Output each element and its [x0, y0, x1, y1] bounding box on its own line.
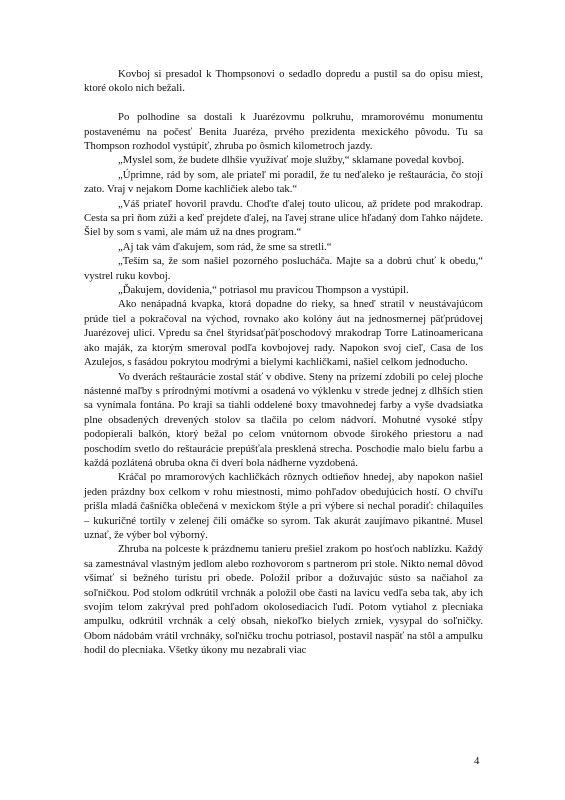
paragraph: „Aj tak vám ďakujem, som rád, že sme sa stretli.“ — [118, 240, 332, 253]
paragraph: „Ďakujem, dovidenia,“ potriasol mu pravicou Thompson a vystúpil. — [118, 284, 409, 297]
page-number: 4 — [474, 755, 480, 767]
paragraph: Kráčal po mramorových kachličkách rôznych odtieňov hnedej, aby napokon našiel jeden prázdny box celkom v rohu miestnosti, mimo pohľadov obedujúcich hostí. O chvíľu prišla mladá čašníčka oblečená v mexickom štýle a pri výbere si nechal poradiť: chilaquiles – kukuričné tortily v zelenej čili omáčke so syrom. Tak akurát zaujímavo pikantné. Musel uznať, že výber bol výborný. — [84, 471, 483, 541]
paragraph: Vo dverách reštaurácie zostal stáť v obdive. Steny na prízemí zdobili po celej ploche nástenné maľby s prírodnými motívmi a osadená vo výklenku v strede jednej z dlhších stien sa vynímala fontána. Po kraji sa tiahli oddelené boxy tmavohnedej farby a vyše dvadsiatka plne obsadených drevených stolov sa tlačila po celom nádvorí. Mohutné vysoké stĺpy podopierali balkón, ktorý bežal po celom vnútornom obvode širokého priestoru a nad poschodím svetlo do reštaurácie prepúšťala presklená strecha. Poschodie malo bielu farbu a každá pozlátená obruba okna či dverí bola nádherne vyzdobená. — [84, 370, 483, 469]
paragraph: „Úprimne, rád by som, ale priateľ mi poradil, že tu neďaleko je reštaurácia, čo stojí zato. Vraj v nejakom Dome kachličiek alebo tak.“ — [84, 168, 483, 196]
paragraph: Ako nenápadná kvapka, ktorá dopadne do rieky, sa hneď stratil v neustávajúcom prúde tiel a pokračoval na východ, rovnako ako kolóny áut na jednosmernej päťprúdovej Juarézovej ulici. Vpredu sa čnel štyridsaťpäťposchodový mrakodrap Torre Latinoamericana ako maják, za ktorým smeroval podľa kovbojovej rady. Napokon svoj cieľ, Casa de los Azulejos, s fasádou pokrytou modrými a bielymi kachličkami, našiel celkom jednoducho. — [84, 298, 483, 369]
paragraph: „Váš priateľ hovoril pravdu. Choďte ďalej touto ulicou, až prídete pod mrakodrap. Cesta sa pri ňom zúži a keď prejdete ďalej, na ľavej strane ulice hľadaný dom ľahko nájdete. Šiel by som s vami, ale mám už na dnes program.“ — [84, 197, 483, 239]
body-text — [84, 67, 483, 658]
paragraph: „Teším sa, že som našiel pozorného poslucháča. Majte sa a dobrú chuť k obedu,“ vystrel ruku kovboj. — [84, 255, 483, 282]
paragraph: Zhruba na polceste k prázdnemu tanieru prešiel zrakom po hosťoch nablízku. Každý sa zamestnával vlastným jedlom alebo rozhovorom s partnerom pri stole. Nikto nemal dôvod všímať si bežného turistu pri obede. Položil príbor a dožuvajúc sústo sa načiahol za soľničkou. Pod stolom odkrútil vrchnák a položil obe časti na lavicu vedľa seba tak, aby ich svojím telom zakrýval pred pohľadom okolosediacich ľudí. Potom vytiahol z plecniaka ampulku, odkrútil vrchnák a celý obsah, niekoľko bielych zrniek, vysypal do soľničky. Obom nádobám vrátil vrchnáky, soľničku trochu potriasol, postavil naspäť na stôl a ampulku hodil do plecniaka. Všetky úkony mu nezabrali viac — [84, 543, 483, 657]
paragraph: Kovboj si presadol k Thompsonovi o sedadlo dopredu a pustil sa do opisu miest, ktoré okolo nich bežali. — [84, 68, 483, 95]
paragraph: Po polhodine sa dostali k Juarézovmu polkruhu, mramorovému monumentu postavenému na počesť Benita Juaréza, prvého prezidenta mexického pôvodu. Tu sa Thompson rozhodol vystúpiť, zhruba po ôsmich kilometroch jazdy. — [84, 111, 483, 153]
paragraph: „Myslel som, že budete dlhšie využívať moje služby,“ sklamane povedal kovboj. — [118, 154, 465, 167]
